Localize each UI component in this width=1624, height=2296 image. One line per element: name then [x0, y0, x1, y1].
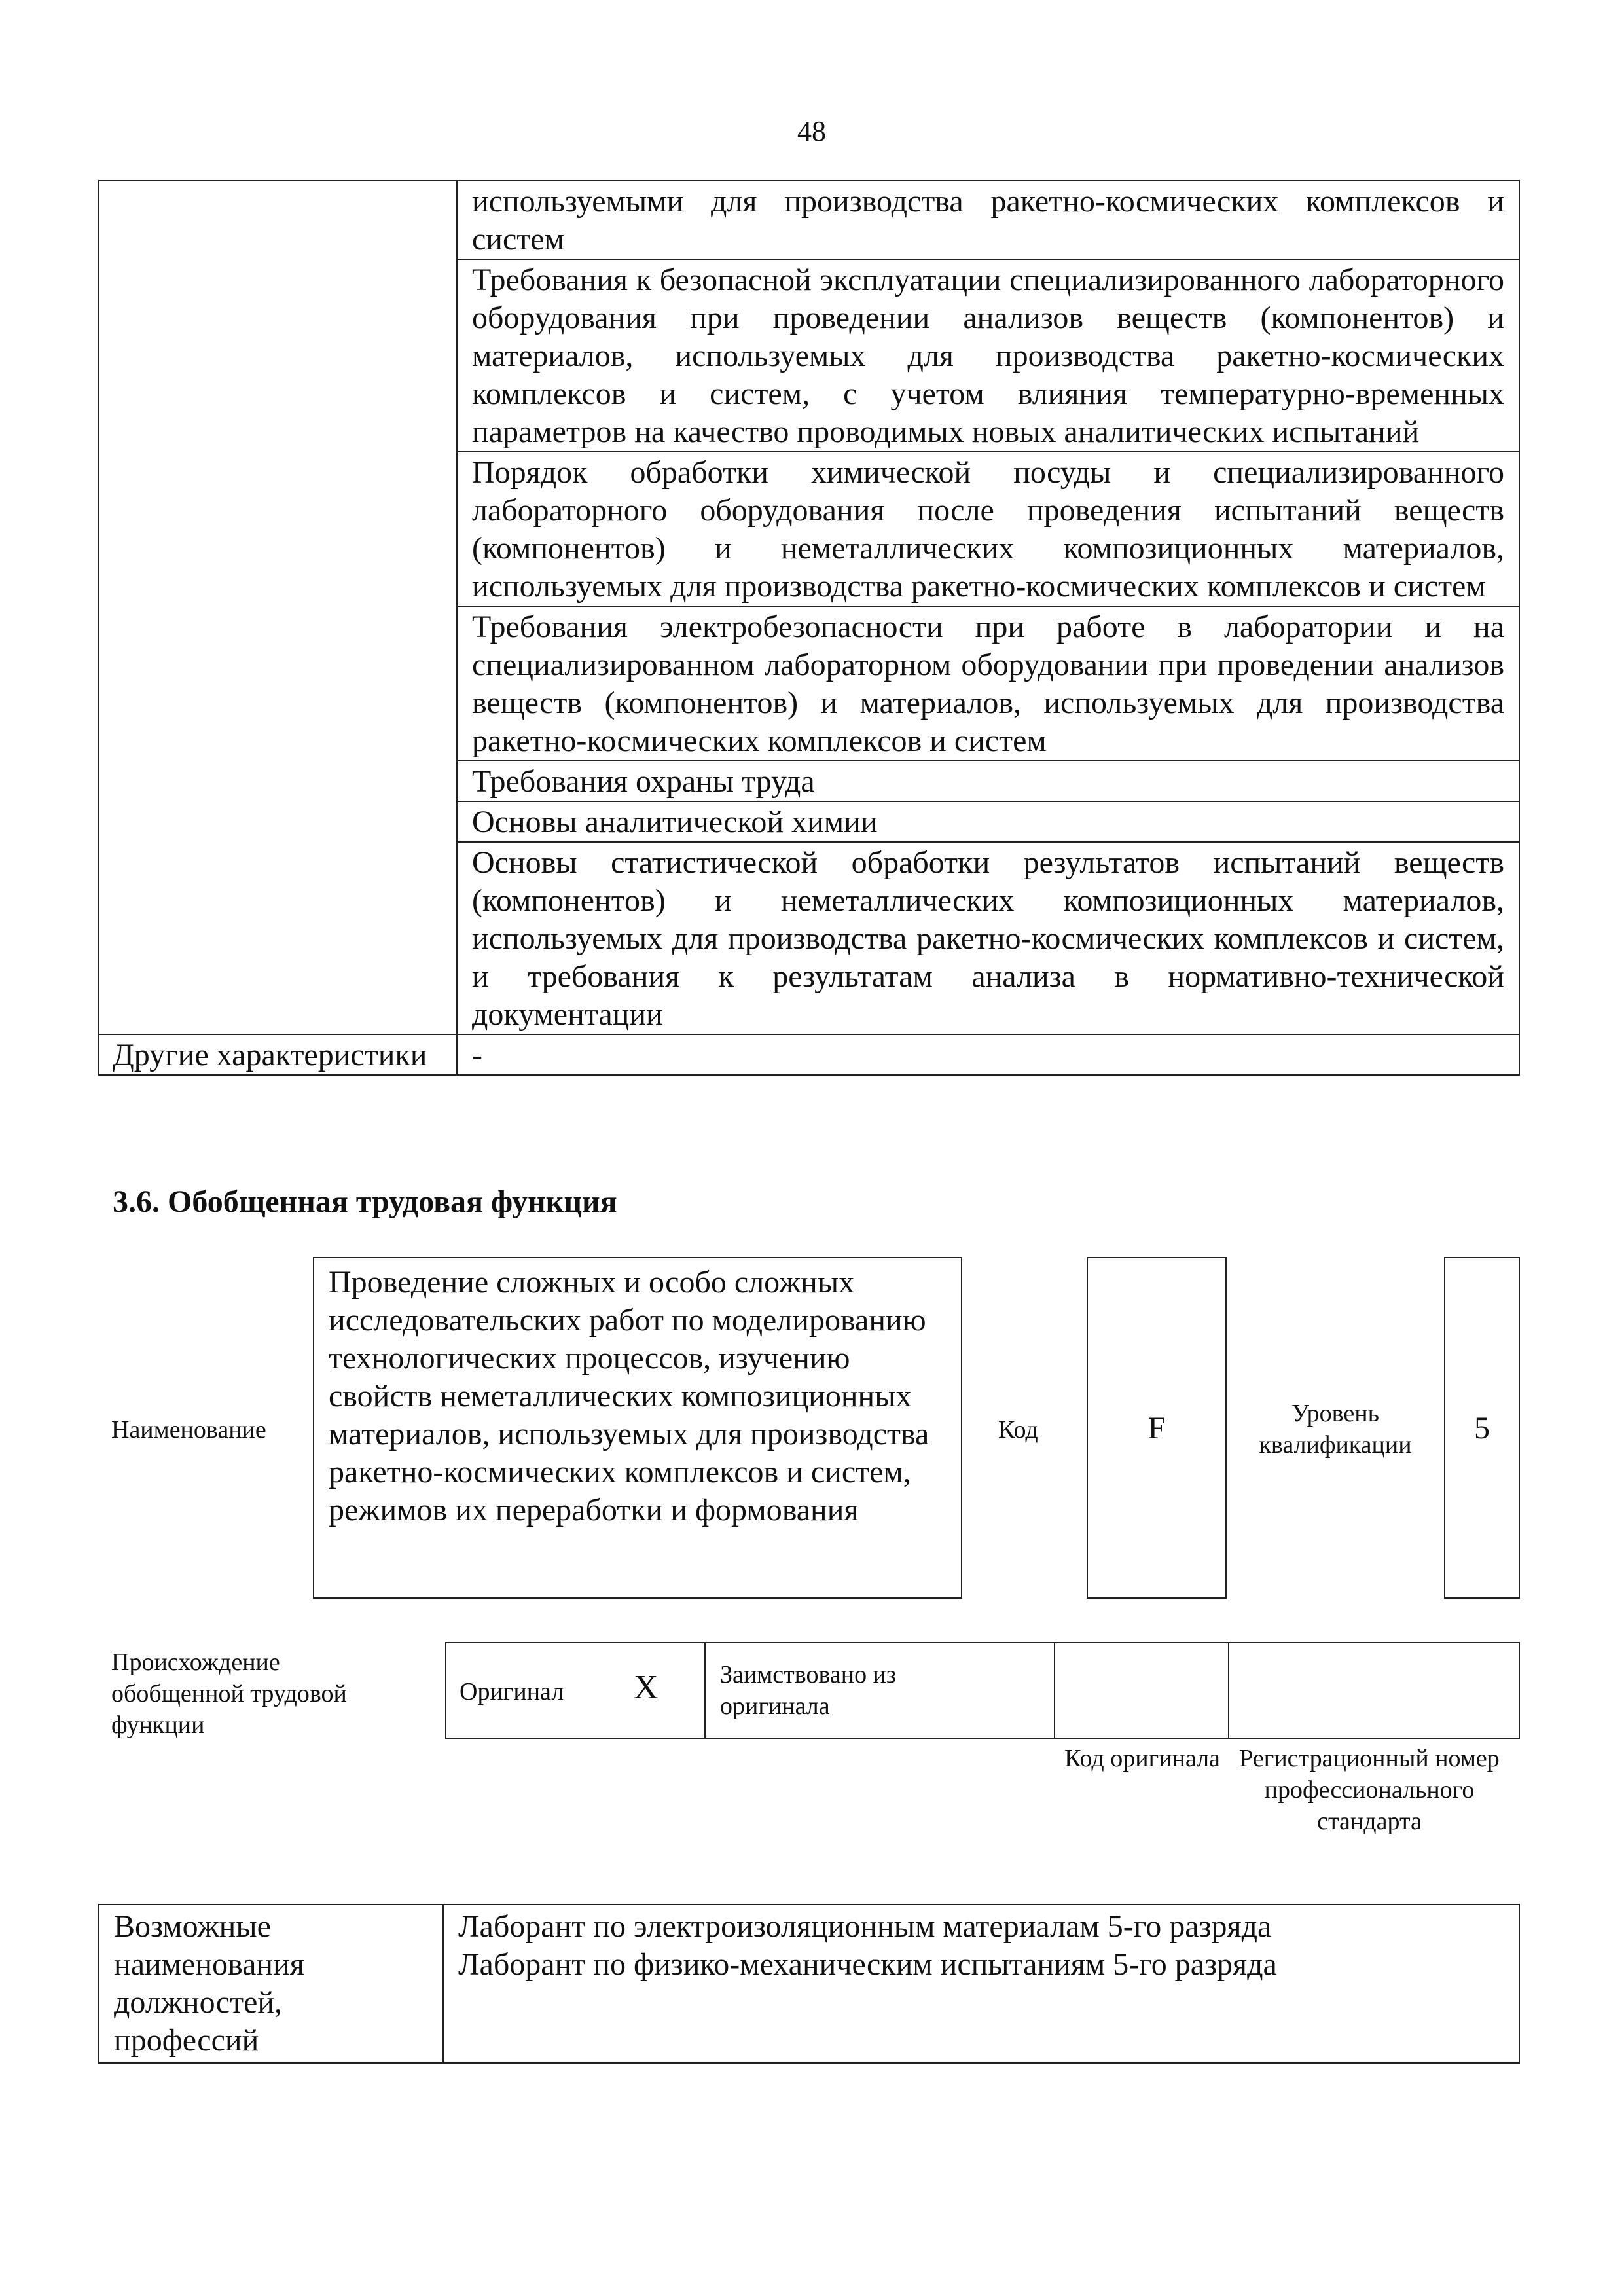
level-value-box: 5: [1444, 1257, 1520, 1599]
knowledge-row: Основы статистической обработки результатов испытаний веществ (компонентов) и неметаллических композиционных материалов, используемых для производства ракетно-космических комплексов и систем, и требования к результатам анализа в нормативно-технической документации: [457, 842, 1519, 1034]
original-mark: X: [634, 1669, 659, 1706]
origin-label: Происхождение обобщенной трудовой функции: [111, 1649, 347, 1739]
borrowed-label: Заимствовано из оригинала: [720, 1661, 896, 1720]
positions-list: [443, 1904, 1519, 2063]
page-number: 48: [797, 115, 826, 147]
level-label: Уровень квалификации: [1259, 1400, 1412, 1459]
position-item: Лаборант по электроизоляционным материалам 5-го разряда: [458, 1909, 1272, 1944]
name-value-box: Проведение сложных и особо сложных исследовательских работ по моделированию технологических процессов, изучению свойств неметаллических композиционных материалов, используемых для производства ракетно-космических комплексов и систем, режимов их переработки и формования: [313, 1257, 962, 1599]
knowledge-row: Требования электробезопасности при работе в лаборатории и на специализированном лабораторном оборудовании при проведении анализов веществ (компонентов) и материалов, используемых для производства ракетно-космических комплексов и систем: [457, 606, 1519, 761]
positions-table: [98, 1904, 1520, 2064]
knowledge-row: Порядок обработки химической посуды и специализированного лабораторного оборудования после проведения испытаний веществ (компонентов) и неметаллических композиционных материалов, используемых для производства ракетно-космических комплексов и систем: [457, 452, 1519, 606]
origin-divider: [1228, 1643, 1229, 1738]
knowledge-row: Требования охраны труда: [457, 761, 1519, 801]
other-characteristics-value: -: [457, 1034, 1519, 1075]
original-label: Оригинал: [460, 1678, 564, 1705]
knowledge-row: используемыми для производства ракетно-космических комплексов и систем: [457, 181, 1519, 259]
knowledge-label-cell: [99, 181, 457, 1034]
knowledge-table: [98, 180, 1520, 1076]
positions-label: Возможные наименования должностей, профессий: [99, 1904, 443, 2063]
knowledge-row: Основы аналитической химии: [457, 801, 1519, 842]
origin-box: [445, 1642, 1520, 1739]
name-label: Наименование: [111, 1416, 266, 1444]
knowledge-row: Требования к безопасной эксплуатации специализированного лабораторного оборудования при проведении анализов веществ (компонентов) и материалов, используемых для производства ракетно-космических комплексов и систем, с учетом влияния температурно-временных параметров на качество проводимых новых аналитических испытаний: [457, 259, 1519, 452]
section-title: 3.6. Обобщенная трудовая функция: [113, 1184, 617, 1219]
code-original-caption: Код оригинала: [1064, 1745, 1220, 1772]
registration-number-caption: Регистрационный номер профессионального стандарта: [1239, 1745, 1500, 1835]
code-value-box: F: [1087, 1257, 1227, 1599]
other-characteristics-label: Другие характеристики: [99, 1034, 457, 1075]
origin-divider: [1054, 1643, 1055, 1738]
origin-divider: [704, 1643, 706, 1738]
position-item: Лаборант по физико-механическим испытаниям 5-го разряда: [458, 1947, 1277, 1982]
code-label: Код: [998, 1416, 1038, 1444]
